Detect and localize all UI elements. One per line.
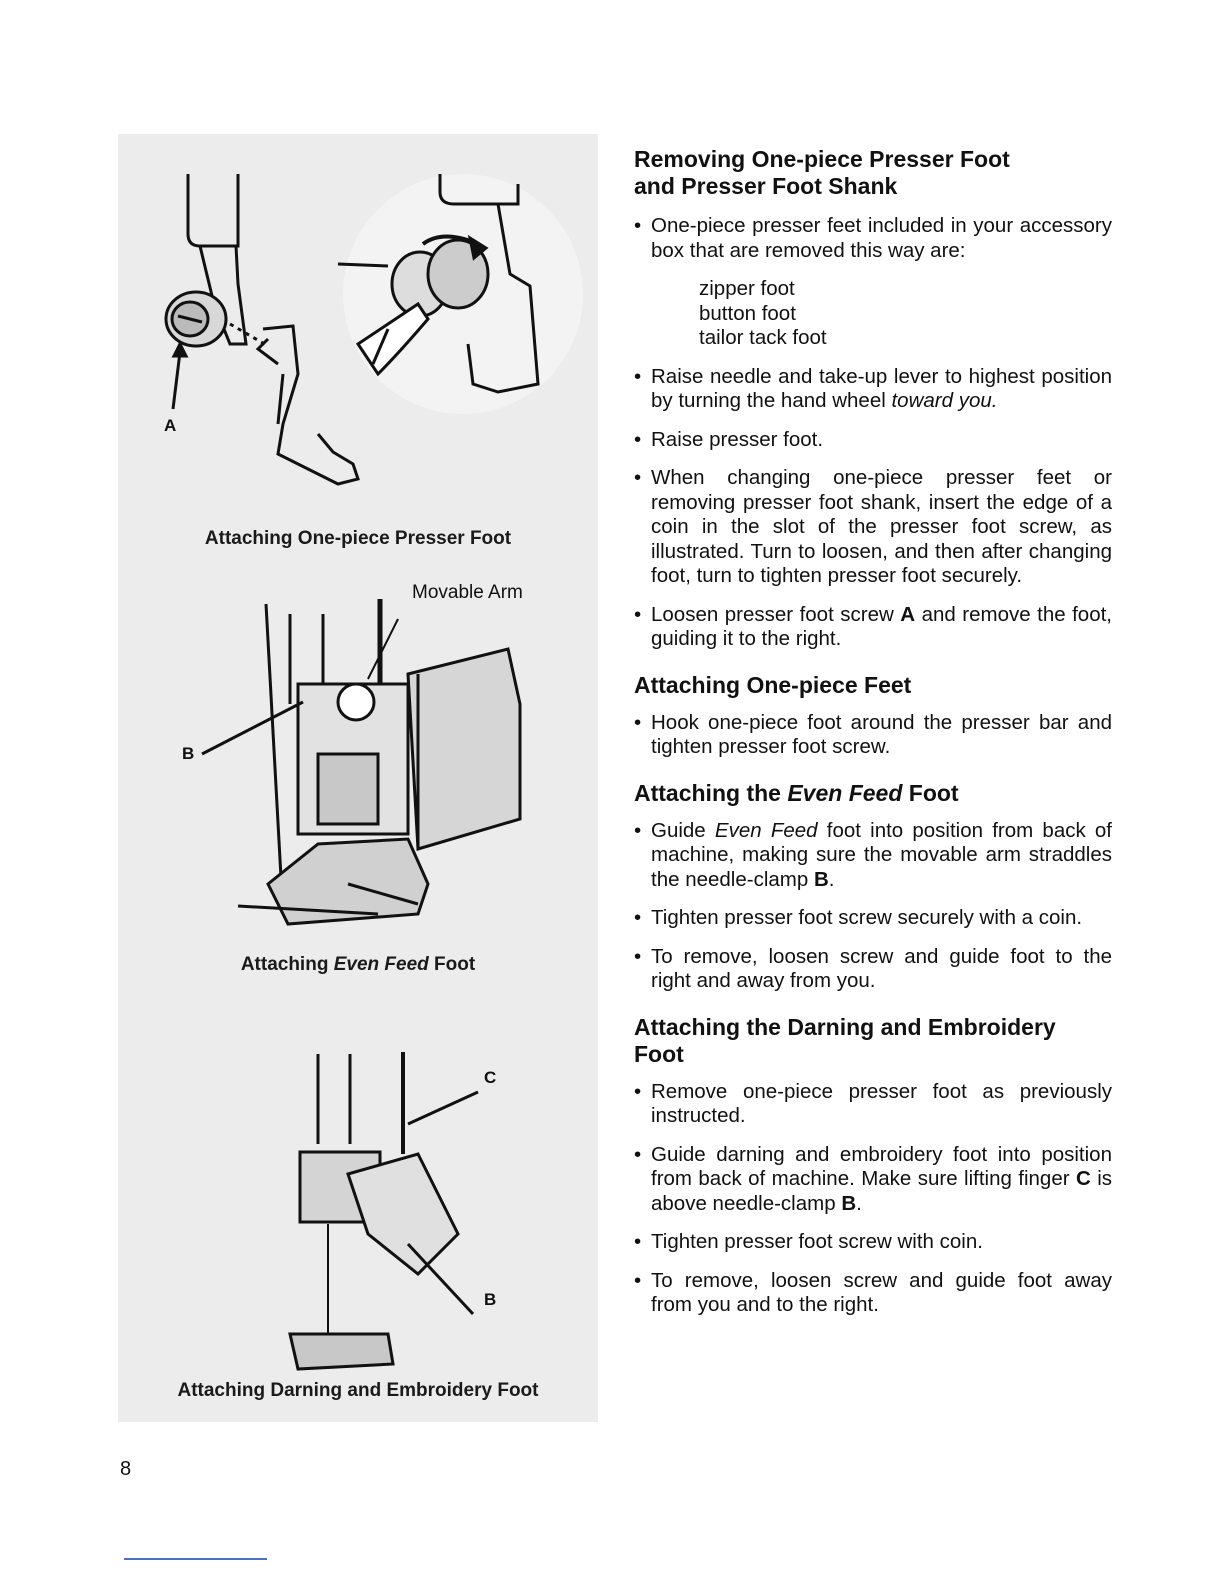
bullet-item: • Guide darning and embroidery foot into position from back of machine. Make sure lifting finger C is above needle-clamp B. <box>634 1143 1112 1217</box>
figure2-caption: Attaching Even Feed Foot <box>240 954 476 975</box>
one-piece-foot-drawing <box>118 134 598 514</box>
heading-one-piece-feet: Attaching One-piece Feet <box>634 671 912 698</box>
heading-removing: Removing One-piece Presser Foot and Presser Foot Shank <box>634 146 1010 199</box>
list-item: tailor tack foot <box>699 326 827 349</box>
heading-even-feed: Attaching the Even Feed Foot <box>634 779 959 806</box>
list-item: button foot <box>699 301 796 325</box>
figure-one-piece-foot <box>118 134 598 549</box>
even-feed-foot-drawing <box>118 584 598 964</box>
label-a: A <box>164 416 177 435</box>
figure1-caption: Attaching One-piece Presser Foot <box>204 528 512 549</box>
bullet-item: • Raise presser foot. <box>634 428 1112 453</box>
page-number: 8 <box>120 1458 132 1480</box>
text-column <box>634 146 1112 1318</box>
accessory-list <box>634 277 1112 351</box>
bullet-item: • To remove, loosen screw and guide foot away from you and to the right. <box>634 1269 1112 1318</box>
label-c: C <box>484 1068 497 1087</box>
label-b-fig3: B <box>484 1290 497 1309</box>
bullet-item: • Raise needle and take-up lever to highest position by turning the hand wheel toward you. <box>634 365 1112 414</box>
label-b-fig2: B <box>182 744 195 763</box>
bullet-item: • Remove one-piece presser foot as previously instructed. <box>634 1080 1112 1129</box>
bottom-rule <box>124 1558 267 1560</box>
list-item: zipper foot <box>699 277 795 300</box>
figure-darning-foot <box>118 1034 598 1414</box>
illustration-panel <box>118 134 598 1422</box>
figure-even-feed-foot <box>118 584 598 1004</box>
figure3-caption: Attaching Darning and Embroidery Foot <box>177 1380 539 1401</box>
bullet-item: • One-piece presser feet included in your accessory box that are removed this way are: <box>634 214 1112 263</box>
bullet-item: • Tighten presser foot screw securely with a coin. <box>634 906 1112 931</box>
bullet-item: • To remove, loosen screw and guide foot to the right and away from you. <box>634 945 1112 994</box>
heading-darning: Attaching the Darning and Embroidery Foot <box>634 1013 1056 1067</box>
darning-foot-drawing <box>118 1034 598 1374</box>
bullet-item: • Hook one-piece foot around the presser bar and tighten presser foot screw. <box>634 711 1112 760</box>
bullet-item: • Tighten presser foot screw with coin. <box>634 1230 1112 1255</box>
bullet-item: • Loosen presser foot screw A and remove the foot, guiding it to the right. <box>634 603 1112 652</box>
label-movable-arm: Movable Arm <box>412 582 523 603</box>
bullet-item: • Guide Even Feed foot into position from back of machine, making sure the movable arm straddles the needle-clamp B. <box>634 819 1112 893</box>
bullet-item: • When changing one-piece presser feet or removing presser foot shank, insert the edge of a coin in the slot of the presser foot screw, as illustrated. Turn to loosen, and then after changing foot, turn to tighten presser foot securely. <box>634 466 1112 589</box>
